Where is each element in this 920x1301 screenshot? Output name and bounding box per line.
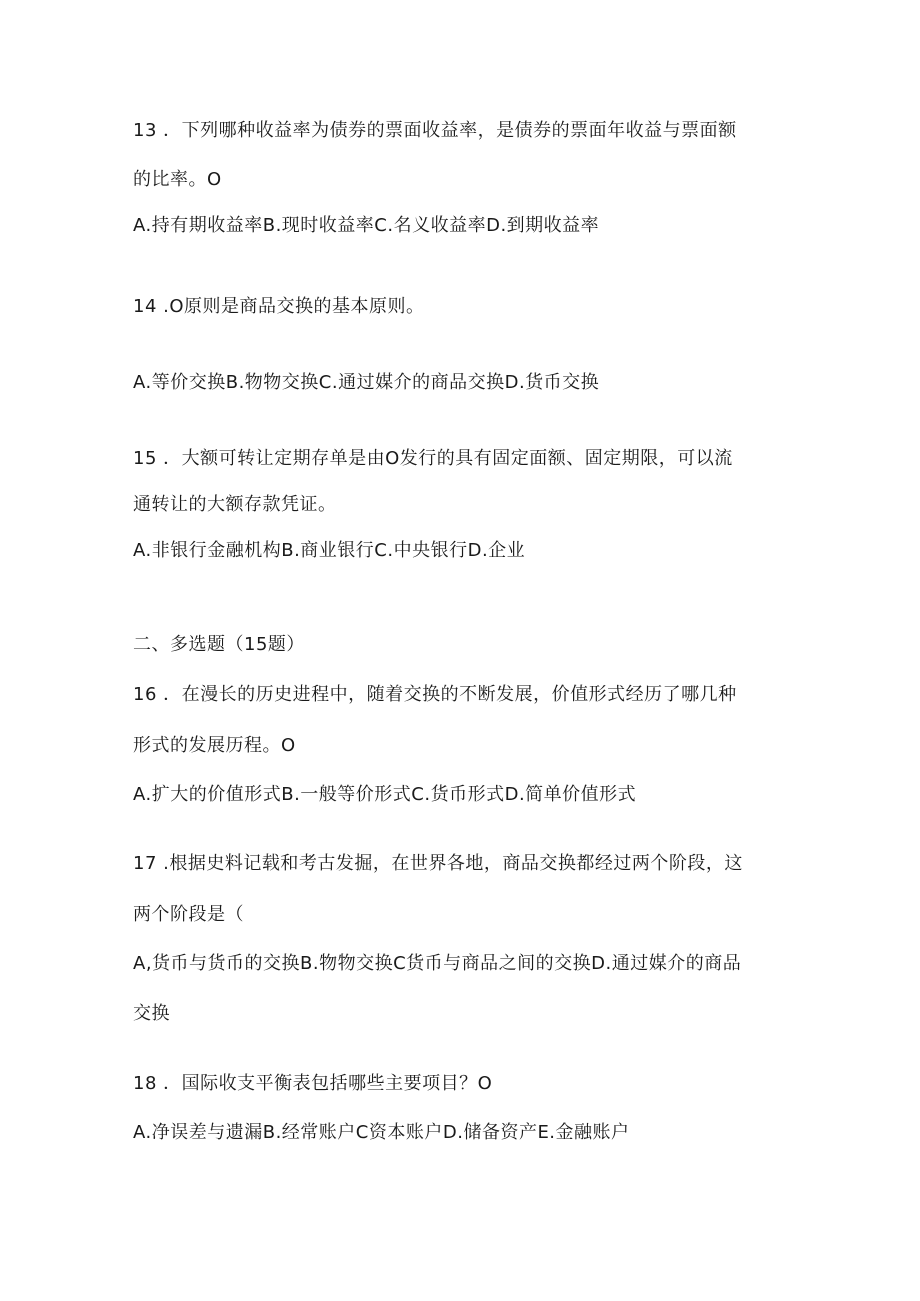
question-15-stem-line-1: 15 ．大额可转让定期存单是由O发行的具有固定面额、固定期限，可以流 (133, 448, 733, 469)
question-14-options: A.等价交换B.物物交换C.通过媒介的商品交换D.货币交换 (133, 372, 600, 393)
question-17-stem-line-1: 17 .根据史料记载和考古发掘，在世界各地，商品交换都经过两个阶段，这 (133, 853, 743, 874)
question-18-stem: 18 ．国际收支平衡表包括哪些主要项目？O (133, 1073, 493, 1094)
question-17-options-line-1: A,货币与货币的交换B.物物交换C货币与商品之间的交换D.通过媒介的商品 (133, 953, 742, 974)
question-17-options-line-2: 交换 (133, 1003, 170, 1024)
question-15-options: A.非银行金融机构B.商业银行C.中央银行D.企业 (133, 540, 526, 561)
question-13-stem-line-2: 的比率。O (133, 169, 222, 190)
section-title: 二、多选题（15题） (133, 634, 305, 655)
question-17-stem-line-2: 两个阶段是（ (133, 904, 244, 925)
question-15-stem-line-2: 通转让的大额存款凭证。 (133, 494, 337, 515)
question-16-options: A.扩大的价值形式B.一般等价形式C.货币形式D.简单价值形式 (133, 784, 637, 805)
question-16-stem-line-2: 形式的发展历程。O (133, 735, 296, 756)
question-16-stem-line-1: 16 ．在漫长的历史进程中，随着交换的不断发展，价值形式经历了哪几种 (133, 684, 737, 705)
question-13-stem-line-1: 13 ．下列哪种收益率为债券的票面收益率，是债券的票面年收益与票面额 (133, 120, 737, 141)
question-18-options: A.净误差与遗漏B.经常账户C资本账户D.储备资产E.金融账户 (133, 1122, 630, 1143)
question-13-options: A.持有期收益率B.现时收益率C.名义收益率D.到期收益率 (133, 215, 600, 236)
question-14-stem: 14 .O原则是商品交换的基本原则。 (133, 296, 425, 317)
